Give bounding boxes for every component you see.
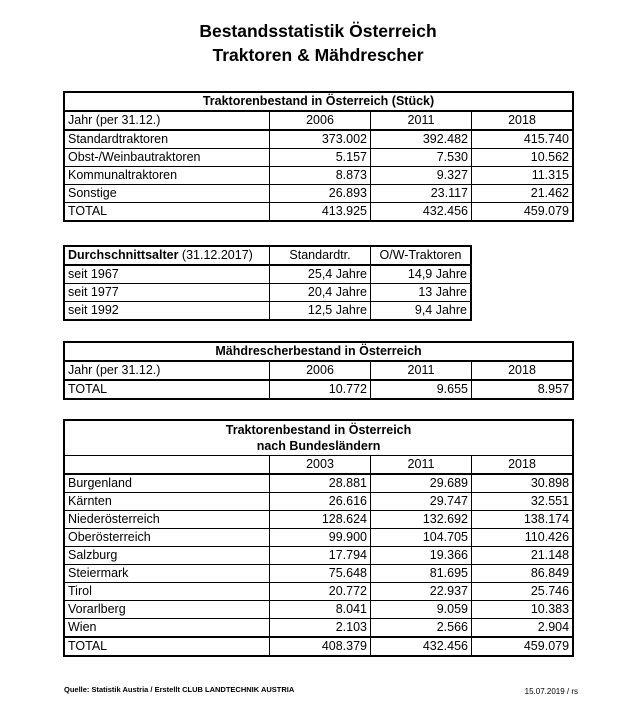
year-header: 2006: [270, 361, 371, 380]
total-value: 8.957: [472, 380, 573, 399]
bundeslaender-table: [64, 420, 573, 656]
row-label: Wien: [65, 619, 270, 638]
table-row: [65, 167, 573, 185]
cell-value: 2.566: [371, 619, 472, 638]
cell-value: 10.383: [472, 601, 573, 619]
cell-value: 14,9 Jahre: [371, 265, 471, 284]
row-label: Tirol: [65, 583, 270, 601]
cell-value: 2.904: [472, 619, 573, 638]
year-header: 2018: [472, 456, 573, 475]
cell-value: 26.893: [270, 185, 371, 203]
row-label: Niederösterreich: [65, 511, 270, 529]
cell-value: 30.898: [472, 474, 573, 493]
cell-value: 138.174: [472, 511, 573, 529]
cell-value: 373.002: [270, 130, 371, 149]
title-line1: Traktorenbestand in Österreich: [225, 423, 412, 437]
row-label: Steiermark: [65, 565, 270, 583]
total-value: 9.655: [371, 380, 472, 399]
table-title: [65, 421, 573, 456]
year-header: 2011: [371, 361, 472, 380]
cell-value: 128.624: [270, 511, 371, 529]
row-label: Sonstige: [65, 185, 270, 203]
total-value: 432.456: [371, 637, 472, 656]
cell-value: 25,4 Jahre: [270, 265, 371, 284]
table-row: [65, 284, 471, 302]
cell-value: 9.327: [371, 167, 472, 185]
cell-value: 23.117: [371, 185, 472, 203]
total-value: 413.925: [270, 203, 371, 221]
cell-value: 104.705: [371, 529, 472, 547]
cell-value: 7.530: [371, 149, 472, 167]
cell-value: 415.740: [472, 130, 573, 149]
table-row: [65, 619, 573, 638]
cell-value: 86.849: [472, 565, 573, 583]
total-value: 408.379: [270, 637, 371, 656]
column-label: Jahr (per 31.12.): [65, 111, 270, 130]
page-subtitle: Traktoren & Mähdrescher: [212, 45, 424, 65]
table-row: [65, 601, 573, 619]
total-value: 432.456: [371, 203, 472, 221]
table-title: Mähdrescherbestand in Österreich: [65, 343, 573, 362]
column-header: Standardtr.: [270, 247, 371, 266]
total-label: TOTAL: [65, 637, 270, 656]
year-header: 2003: [270, 456, 371, 475]
row-label: Vorarlberg: [65, 601, 270, 619]
total-value: 10.772: [270, 380, 371, 399]
row-label: Kommunaltraktoren: [65, 167, 270, 185]
cell-value: 8.873: [270, 167, 371, 185]
row-label: seit 1967: [65, 265, 270, 284]
year-header: 2006: [270, 111, 371, 130]
row-label: Salzburg: [65, 547, 270, 565]
year-header: 2018: [472, 111, 573, 130]
cell-value: 5.157: [270, 149, 371, 167]
cell-value: 12,5 Jahre: [270, 302, 371, 320]
row-label: seit 1992: [65, 302, 270, 320]
cell-value: 28.881: [270, 474, 371, 493]
row-label: Kärnten: [65, 493, 270, 511]
cell-value: 29.689: [371, 474, 472, 493]
cell-value: 25.746: [472, 583, 573, 601]
table-row: [65, 565, 573, 583]
table-row: [65, 493, 573, 511]
year-header: 2018: [472, 361, 573, 380]
table-row: [65, 511, 573, 529]
cell-value: 132.692: [371, 511, 472, 529]
table-row: [65, 547, 573, 565]
table-row: [65, 149, 573, 167]
row-label: Oberösterreich: [65, 529, 270, 547]
maehdrescher-table: [64, 342, 573, 399]
cell-value: 9.059: [371, 601, 472, 619]
cell-value: 10.562: [472, 149, 573, 167]
cell-value: 21.148: [472, 547, 573, 565]
total-label: TOTAL: [65, 380, 270, 399]
traktorenbestand-table: [64, 92, 573, 221]
table-title: [65, 247, 270, 266]
column-label: Jahr (per 31.12.): [65, 361, 270, 380]
table-row: [65, 130, 573, 149]
cell-value: 2.103: [270, 619, 371, 638]
cell-value: 81.695: [371, 565, 472, 583]
title-bold: Durchschnittsalter: [68, 248, 179, 262]
table-row: [65, 583, 573, 601]
row-label: seit 1977: [65, 284, 270, 302]
row-label: Obst-/Weinbautraktoren: [65, 149, 270, 167]
cell-value: 32.551: [472, 493, 573, 511]
durchschnittsalter-table: [64, 246, 471, 320]
page-title: Bestandsstatistik Österreich: [199, 21, 437, 41]
title-line2: nach Bundesländern: [256, 439, 381, 453]
cell-value: 75.648: [270, 565, 371, 583]
cell-value: 29.747: [371, 493, 472, 511]
year-header: 2011: [371, 456, 472, 475]
row-label: Burgenland: [65, 474, 270, 493]
cell-value: 20.772: [270, 583, 371, 601]
cell-value: 9,4 Jahre: [371, 302, 471, 320]
total-row: [65, 203, 573, 221]
year-header: 2011: [371, 111, 472, 130]
cell-value: 26.616: [270, 493, 371, 511]
total-value: 459.079: [472, 203, 573, 221]
total-label: TOTAL: [65, 203, 270, 221]
cell-value: 99.900: [270, 529, 371, 547]
cell-value: 21.462: [472, 185, 573, 203]
cell-value: 8.041: [270, 601, 371, 619]
column-label-empty: [65, 456, 270, 475]
source-note: Quelle: Statistik Austria / Erstellt CLUB LANDTECHNIK AUSTRIA: [64, 685, 295, 694]
date-note: 15.07.2019 / rs: [524, 687, 578, 696]
cell-value: 392.482: [371, 130, 472, 149]
cell-value: 11.315: [472, 167, 573, 185]
table-row: [65, 474, 573, 493]
cell-value: 22.937: [371, 583, 472, 601]
column-header: O/W-Traktoren: [371, 247, 471, 266]
cell-value: 13 Jahre: [371, 284, 471, 302]
total-value: 459.079: [472, 637, 573, 656]
total-row: [65, 380, 573, 399]
total-row: [65, 637, 573, 656]
title-date: (31.12.2017): [178, 248, 253, 262]
row-label: Standardtraktoren: [65, 130, 270, 149]
table-row: [65, 185, 573, 203]
cell-value: 17.794: [270, 547, 371, 565]
cell-value: 19.366: [371, 547, 472, 565]
table-row: [65, 529, 573, 547]
table-row: [65, 302, 471, 320]
cell-value: 20,4 Jahre: [270, 284, 371, 302]
cell-value: 110.426: [472, 529, 573, 547]
table-title: Traktorenbestand in Österreich (Stück): [65, 93, 573, 112]
table-row: [65, 265, 471, 284]
